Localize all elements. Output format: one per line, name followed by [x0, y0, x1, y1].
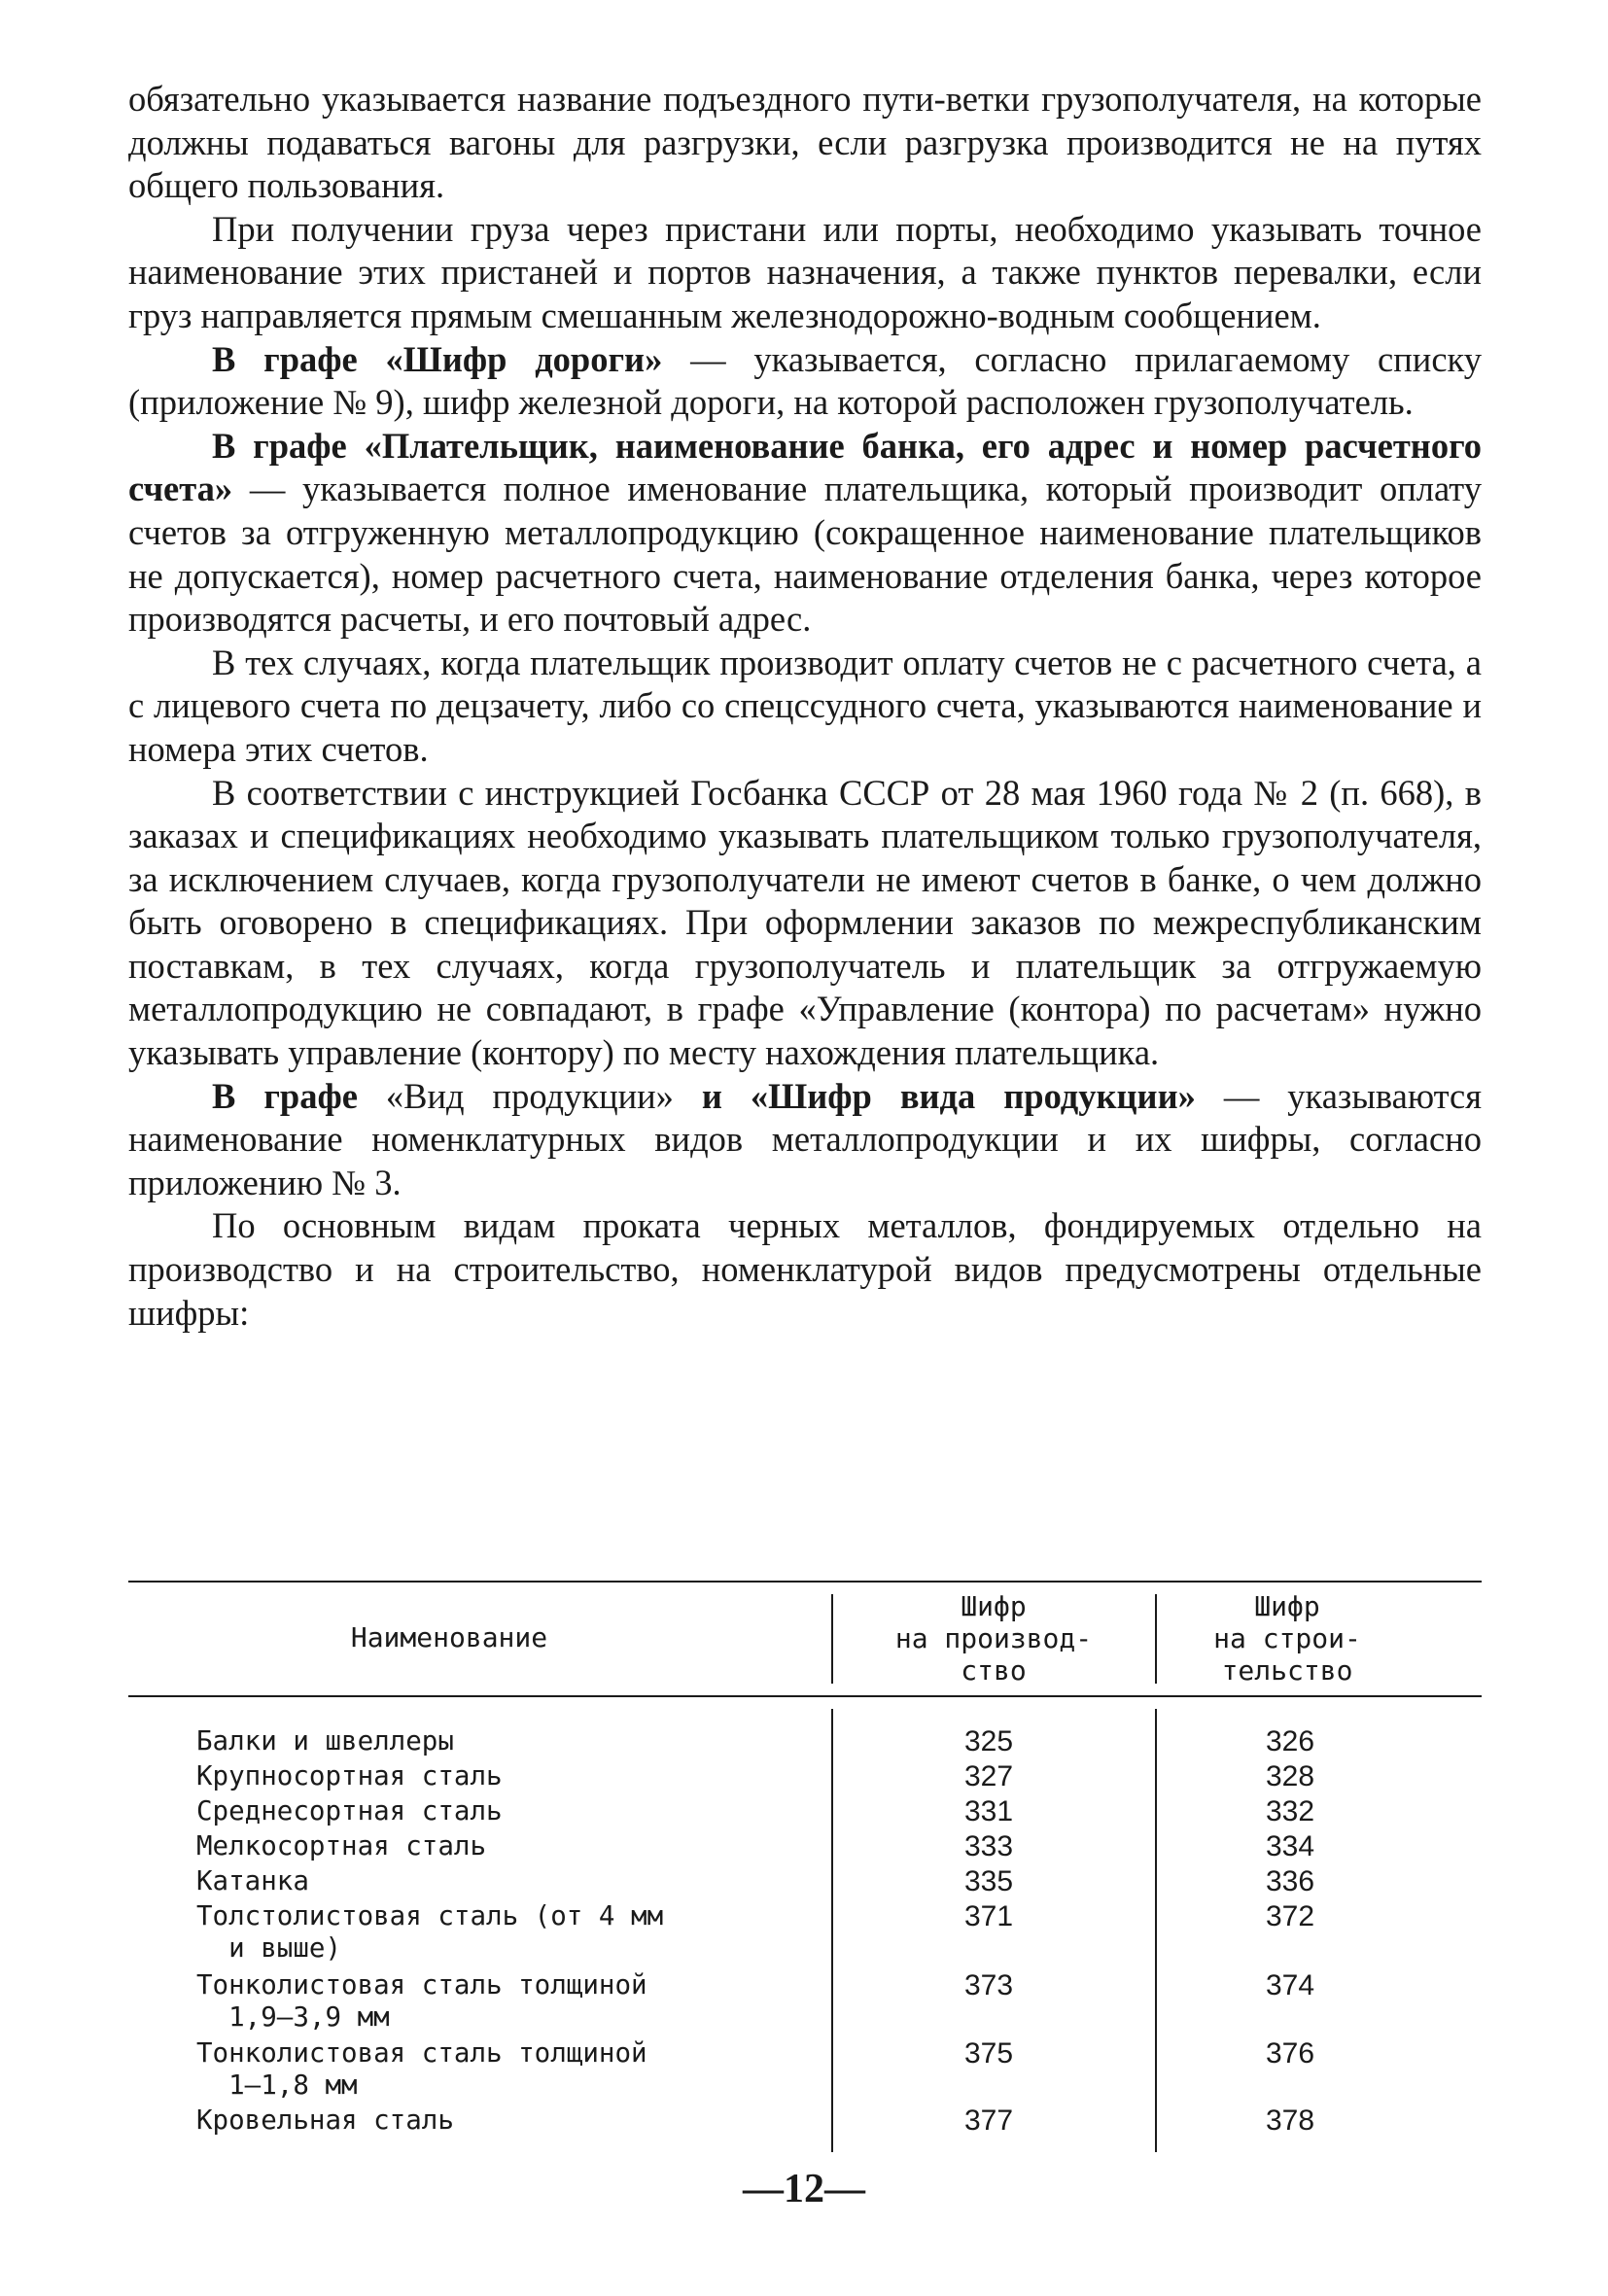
table-row-name [196, 2105, 741, 2137]
paragraph-4-heading: В графе «Плательщик, наименование банка, его адрес и номер расчетного счета» [128, 425, 1482, 509]
table-row-production-code: 373 [963, 1969, 1014, 2001]
table-row-production-code: 333 [963, 1830, 1014, 1862]
table-row-name [196, 1969, 741, 2034]
paragraph-4-text: — указывается полное именование плательщика, который производит оплату счетов за отгруженную металлопродукцию (сокращенное наименование плательщиков не допускается), номер расчетного счета, наименование отделения банка, через которое производятся расчеты, и его почтовый адрес. [128, 469, 1482, 640]
table-row-name-line: Среднесортная сталь [196, 1795, 503, 1826]
table-row-name [196, 1830, 741, 1862]
table-row-name [196, 1725, 741, 1757]
paragraph-1: обязательно указывается название подъездного пути-ветки грузополучателя, на которые должны подаваться вагоны для разгрузки, если разгрузка производится не на путях общего пользования. [128, 79, 1482, 206]
table-row-name-line: Тонколистовая сталь толщиной [196, 1969, 647, 2000]
paragraph-4 [128, 425, 1482, 642]
table-row-construction-code: 334 [1265, 1830, 1315, 1862]
table-row-name-line: Катанка [196, 1865, 309, 1896]
table-row-production-code: 325 [963, 1725, 1014, 1757]
header-divider-1 [831, 1594, 833, 1684]
paragraph-6: В соответствии с инструкцией Госбанка СССР от 28 мая 1960 года № 2 (п. 668), в заказах и спецификациях необходимо указывать плательщиком только грузополучателя, за исключением случаев, когда грузополучатели не имеют счетов в банке, о чем должно быть оговорено в спецификациях. При оформлении заказов по межреспубликанским поставкам, в тех случаях, когда грузополучатель и плательщик за отгружаемую металлопродукцию не совпадают, в графе «Управление (контора) по расчетам» нужно указывать управление (контору) по месту нахождения плательщика. [128, 772, 1482, 1073]
table-row-construction-code: 332 [1265, 1795, 1315, 1827]
table-row-construction-code: 372 [1265, 1900, 1315, 1932]
table-row-construction-code: 328 [1265, 1760, 1315, 1792]
table-row-name [196, 1865, 741, 1897]
table-row-production-code: 371 [963, 1900, 1014, 1932]
table-row-construction-code: 378 [1265, 2105, 1315, 2137]
header-construction-line-3: тельство [1221, 1654, 1353, 1687]
paragraph-3-heading: В графе «Шифр дороги» [212, 338, 663, 379]
text-body [128, 78, 1482, 1335]
table-row-name-line: 1—1,8 мм [196, 2070, 358, 2101]
table-row-construction-code: 326 [1265, 1725, 1315, 1757]
table-row-name [196, 1900, 741, 1965]
header-construction-line-2: на строи- [1213, 1622, 1361, 1654]
table-row-construction-code: 376 [1265, 2037, 1315, 2070]
paragraph-3 [128, 338, 1482, 425]
table-row-name-line: Балки и швеллеры [196, 1725, 454, 1757]
page-number: —12— [743, 2167, 865, 2211]
body-divider-2 [1155, 1709, 1157, 2152]
table-header-rule [128, 1695, 1482, 1697]
table-row-name [196, 1760, 741, 1792]
codes-table [128, 1581, 1482, 2152]
header-production-line-3: ство [961, 1654, 1027, 1687]
header-construction [1171, 1590, 1404, 1687]
table-row-production-code: 331 [963, 1795, 1014, 1827]
paragraph-7-heading-b: и «Шифр вида продукции» [701, 1075, 1196, 1116]
header-name: Наименование [350, 1621, 548, 1653]
table-row-name [196, 2037, 741, 2102]
table-row-production-code: 327 [963, 1760, 1014, 1792]
table-row-construction-code: 374 [1265, 1969, 1315, 2001]
paragraph-2: При получении груза через пристани или порты, необходимо указывать точное наименование этих пристаней и портов назначения, а также пунктов перевалки, если груз направляется прямым смешанным железнодорожно-водным сообщением. [128, 208, 1482, 335]
table-row-name-line: и выше) [196, 1932, 342, 1964]
table-row-construction-code: 336 [1265, 1865, 1315, 1897]
header-production-line-1: Шифр [961, 1590, 1027, 1622]
table-row-name-line: 1,9—3,9 мм [196, 2001, 390, 2033]
table-row-name-line: Кровельная сталь [196, 2105, 454, 2136]
table-top-rule [128, 1581, 1482, 1583]
header-production-line-2: на производ- [894, 1622, 1093, 1654]
table-row-production-code: 375 [963, 2037, 1014, 2070]
table-row-name-line: Толстолистовая сталь (от 4 мм [196, 1900, 664, 1931]
paragraph-7-heading-a: В графе [212, 1075, 358, 1116]
table-row-name-line: Тонколистовая сталь толщиной [196, 2037, 647, 2069]
table-row-name [196, 1795, 741, 1827]
body-divider-1 [831, 1709, 833, 2152]
table-row-production-code: 335 [963, 1865, 1014, 1897]
header-construction-line-1: Шифр [1254, 1590, 1320, 1622]
paragraph-3-text: — указывается, согласно прилагаемому списку (приложение № 9), шифр железной дороги, на которой расположен грузополучатель. [128, 338, 1482, 423]
table-row-production-code: 377 [963, 2105, 1014, 2137]
table-row-name-line: Мелкосортная сталь [196, 1830, 487, 1861]
paragraph-8: По основным видам проката черных металлов, фондируемых отдельно на производство и на строительство, номенклатурой видов предусмотрены отдельные шифры: [128, 1205, 1482, 1333]
paragraph-5: В тех случаях, когда плательщик производит оплату счетов не с расчетного счета, а с лицевого счета по децзачету, либо со спецссудного счета, указываются наименование и номера этих счетов. [128, 642, 1482, 769]
paragraph-7-plain: «Вид продукции» [357, 1075, 702, 1116]
paragraph-7-text: — указываются наименование номенклатурных видов металлопродукции и их шифры, согласно приложению № 3. [128, 1075, 1483, 1202]
header-divider-2 [1155, 1594, 1157, 1684]
paragraph-7 [128, 1075, 1482, 1205]
header-production [848, 1590, 1139, 1687]
table-row-name-line: Крупносортная сталь [196, 1760, 503, 1792]
